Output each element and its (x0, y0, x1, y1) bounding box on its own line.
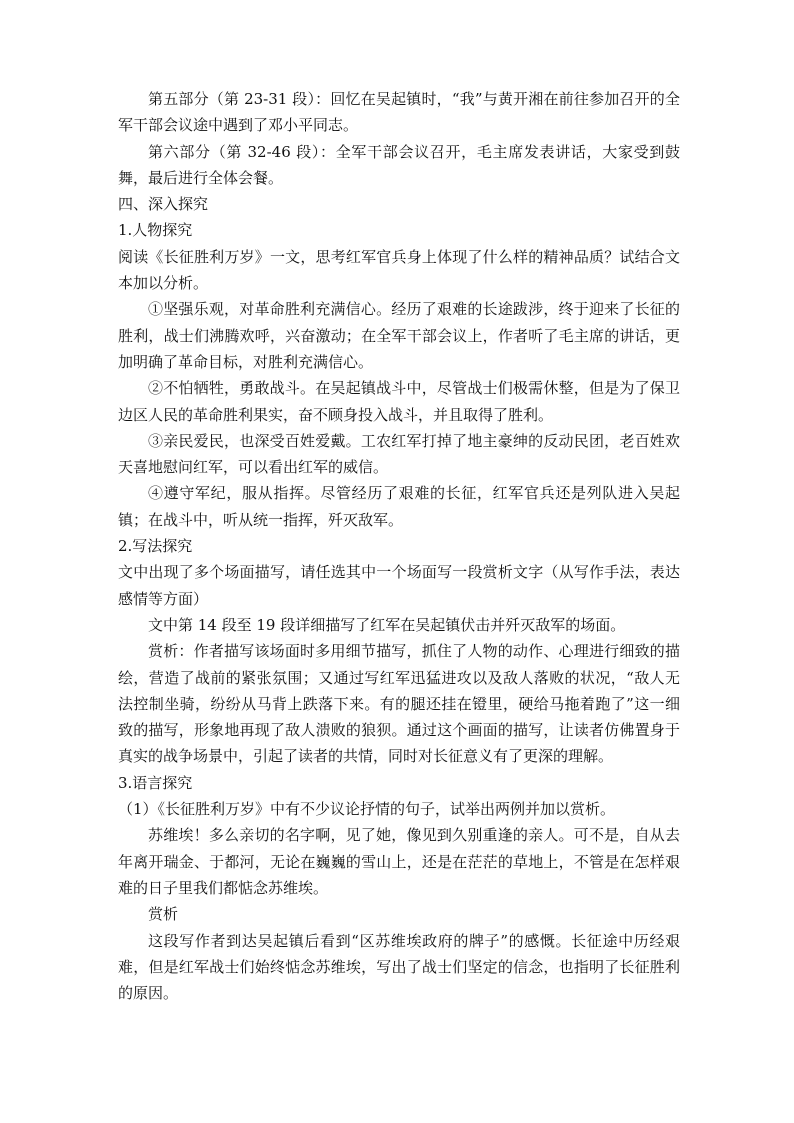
section-heading: 四、深入探究 (118, 195, 209, 214)
analysis-paragraph: 赏析：作者描写该场面时多用细节描写，抓住了人物的动作、心理进行细致的描绘，营造了战前的紧张氛围；又通过写红军迅猛进攻以及敌人落败的状况，“敌人无法控制坐骑，纷纷从马背上跌落下来。有的腿还挂在镫里，硬给马拖着跑了”这一细致的描写，形象地再现了敌人溃败的狼狈。通过这个画面的描写，让读者仿佛置身于真实的战争场景中，引起了读者的共情，同时对长征意义有了更深的理解。 (118, 642, 680, 766)
answer-point: ①坚强乐观，对革命胜利充满信心。经历了艰难的长途跋涉，终于迎来了长征的胜利，战士们沸腾欢呼，兴奋激动；在全军干部会议上，作者听了毛主席的讲话，更加明确了革命目标，对胜利充满信心。 (118, 300, 680, 371)
question: 阅读《长征胜利万岁》一文，思考红军官兵身上体现了什么样的精神品质？试结合文本加以分析。 (118, 247, 680, 293)
analysis-label: 赏析 (148, 905, 179, 924)
subsection-heading: 1.人物探究 (118, 221, 193, 240)
document-body (118, 86, 680, 1006)
quoted-passage: 苏维埃！多么亲切的名字啊，见了她，像见到久别重逢的亲人。可不是，自从去年离开瑞金、于都河，无论在巍巍的雪山上，还是在茫茫的草地上，不管是在怎样艰难的日子里我们都惦念苏维埃。 (118, 826, 680, 897)
answer-point: ②不怕牺牲，勇敢战斗。在吴起镇战斗中，尽管战士们极需休整，但是为了保卫边区人民的革命胜利果实，奋不顾身投入战斗，并且取得了胜利。 (118, 379, 680, 424)
paragraph: 第六部分（第 32-46 段）：全军干部会议召开，毛主席发表讲话，大家受到鼓舞，最后进行全体会餐。 (118, 142, 680, 187)
question: （1）《长征胜利万岁》中有不少议论抒情的句子，试举出两例并加以赏析。 (118, 800, 616, 819)
paragraph: 第五部分（第 23-31 段）：回忆在吴起镇时，“我”与黄开湘在前往参加召开的全军干部会议途中遇到了邓小平同志。 (118, 90, 680, 135)
subsection-heading: 2.写法探究 (118, 537, 193, 556)
subsection-heading: 3.语言探究 (118, 773, 193, 792)
analysis-paragraph: 这段写作者到达吴起镇后看到“区苏维埃政府的牌子”的感慨。长征途中历经艰难，但是红军战士们始终惦念苏维埃，写出了战士们坚定的信念，也指明了长征胜利的原因。 (118, 931, 680, 1003)
answer-point: ④遵守军纪，服从指挥。尽管经历了艰难的长征，红军官兵还是列队进入吴起镇；在战斗中，听从统一指挥，歼灭敌军。 (118, 484, 680, 529)
paragraph: 文中第 14 段至 19 段详细描写了红军在吴起镇伏击并歼灭敌军的场面。 (148, 615, 626, 634)
answer-point: ③亲民爱民，也深受百姓爱戴。工农红军打掉了地主豪绅的反动民团，老百姓欢天喜地慰问红军，可以看出红军的威信。 (118, 431, 680, 477)
question: 文中出现了多个场面描写，请任选其中一个场面写一段赏析文字（从写作手法，表达感情等方面） (118, 563, 680, 608)
